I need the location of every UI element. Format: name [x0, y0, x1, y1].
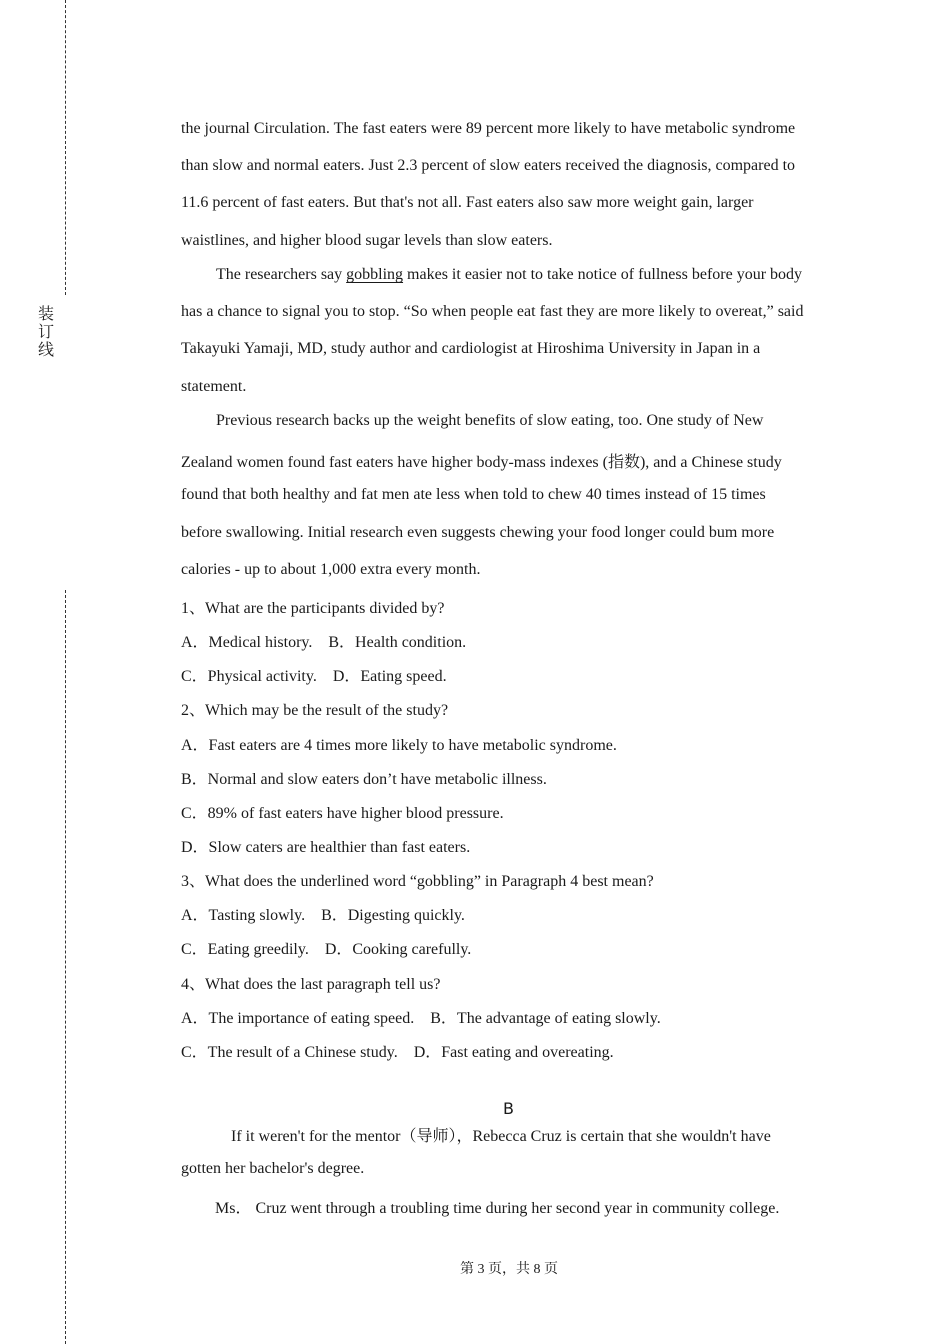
answer-option: A．Fast eaters are 4 times more likely to have metabolic syndrome.	[181, 737, 617, 754]
binding-char: 线	[38, 340, 55, 359]
answer-option: D．Slow caters are healthier than fast eaters.	[181, 839, 471, 856]
passage-line: Previous research backs up the weight benefits of slow eating, too. One study of New	[216, 412, 764, 429]
passage-text: makes it easier not to take notice of fullness before your body	[403, 266, 803, 283]
passage-b-heading: B	[503, 1099, 514, 1118]
question-2: 2、Which may be the result of the study?	[181, 702, 449, 719]
passage-line: 11.6 percent of fast eaters. But that's not all. Fast eaters also saw more weight gain, larger	[181, 194, 754, 211]
passage-line: calories - up to about 1,000 extra every month.	[181, 561, 481, 578]
answer-option: B．Normal and slow eaters don’t have metabolic illness.	[181, 771, 547, 788]
question-4: 4、What does the last paragraph tell us?	[181, 976, 441, 993]
answer-options: C．Physical activity. D．Eating speed.	[181, 668, 447, 685]
passage-line: waistlines, and higher blood sugar levels than slow eaters.	[181, 232, 553, 249]
binding-dashed-line-bottom	[65, 590, 66, 1344]
passage-line: the journal Circulation. The fast eaters were 89 percent more likely to have metabolic syndrome	[181, 120, 796, 137]
underlined-word-gobbling: gobbling	[346, 266, 404, 283]
passage-line: If it weren't for the mentor（导师），Rebecca Cruz is certain that she wouldn't have	[231, 1128, 771, 1145]
passage-line: gotten her bachelor's degree.	[181, 1160, 365, 1177]
passage-line: Zealand women found fast eaters have higher body-mass indexes (指数), and a Chinese study	[181, 454, 782, 471]
passage-line: Takayuki Yamaji, MD, study author and cardiologist at Hiroshima University in Japan in a	[181, 340, 761, 357]
binding-char: 装	[38, 304, 55, 323]
answer-option: C．89% of fast eaters have higher blood pressure.	[181, 805, 504, 822]
passage-text: The researchers say	[216, 266, 347, 283]
answer-options: C．Eating greedily. D．Cooking carefully.	[181, 941, 472, 958]
question-3: 3、What does the underlined word “gobbling” in Paragraph 4 best mean?	[181, 873, 654, 890]
binding-char: 订	[38, 322, 55, 341]
passage-line: found that both healthy and fat men ate less when told to chew 40 times instead of 15 times	[181, 486, 766, 503]
binding-dashed-line-top	[65, 0, 66, 295]
passage-line: has a chance to signal you to stop. “So when people eat fast they are more likely to overeat,” said	[181, 303, 804, 320]
passage-line: before swallowing. Initial research even suggests chewing your food longer could bum more	[181, 524, 775, 541]
passage-line: than slow and normal eaters. Just 2.3 percent of slow eaters received the diagnosis, compared to	[181, 157, 796, 174]
passage-line	[216, 266, 802, 284]
answer-options: C．The result of a Chinese study. D．Fast eating and overeating.	[181, 1044, 614, 1061]
binding-label	[38, 305, 54, 359]
passage-line: Ms． Cruz went through a troubling time during her second year in community college.	[215, 1200, 780, 1217]
page-number-footer: 第 3 页，共 8 页	[460, 1262, 558, 1277]
question-1: 1、What are the participants divided by?	[181, 600, 445, 617]
answer-options: A．Tasting slowly. B．Digesting quickly.	[181, 907, 465, 924]
answer-options: A．The importance of eating speed. B．The advantage of eating slowly.	[181, 1010, 661, 1027]
answer-options: A．Medical history. B．Health condition.	[181, 634, 467, 651]
passage-line: statement.	[181, 378, 247, 395]
